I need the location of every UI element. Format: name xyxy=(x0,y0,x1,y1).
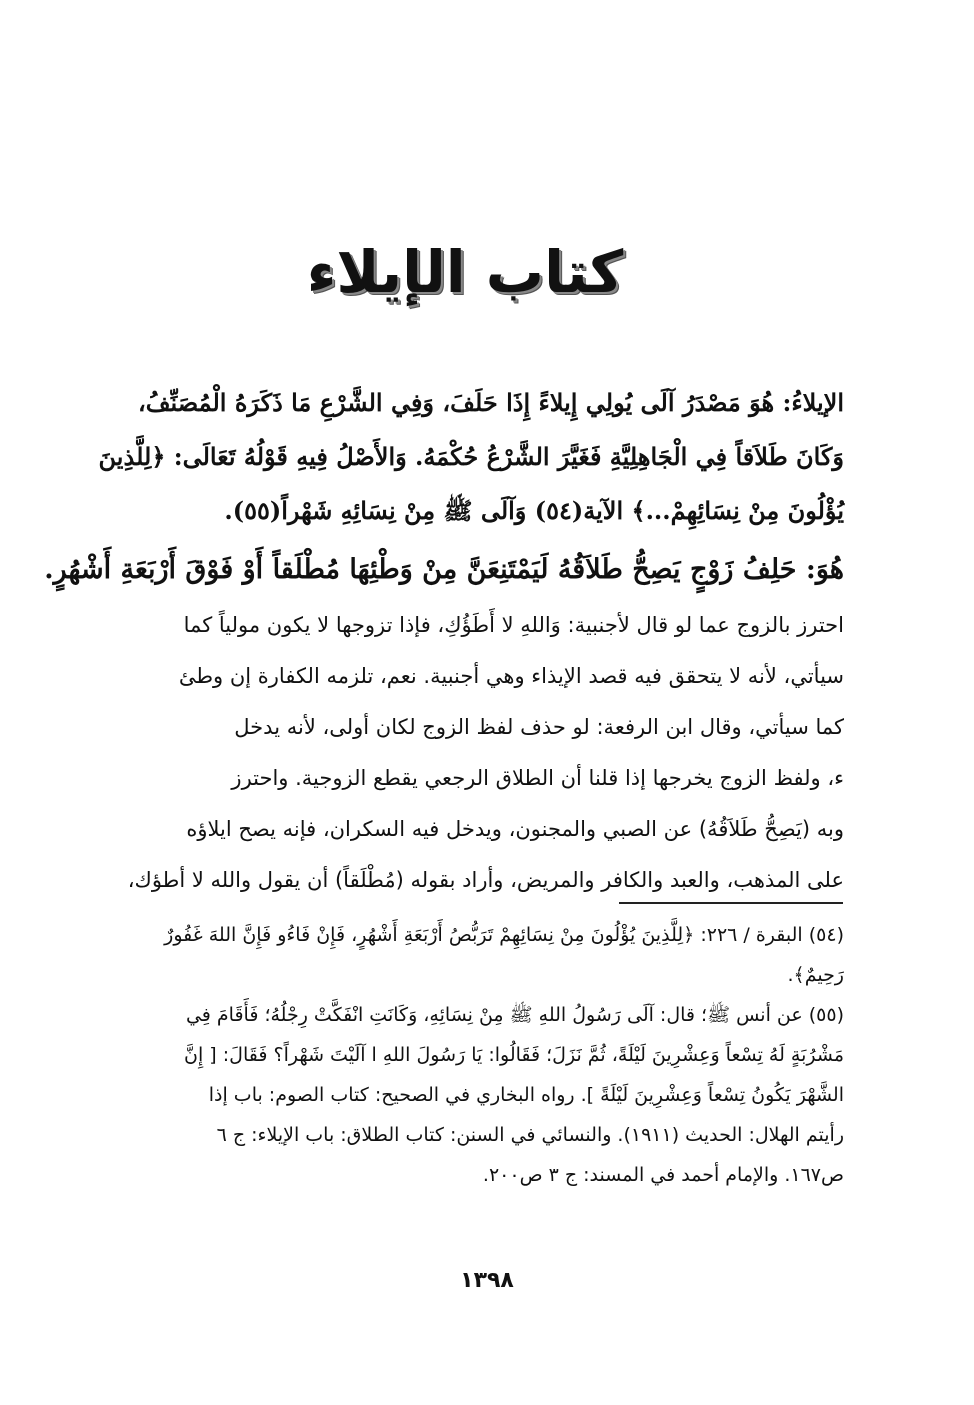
footnotes-section xyxy=(128,915,844,1195)
chapter-title: كتاب الإيلاء xyxy=(306,238,624,306)
footnote-line: ص١٦٧. والإمام أحمد في المسند: ج ٣ ص٢٠٠. xyxy=(482,1164,844,1186)
footnote-divider xyxy=(619,902,843,904)
footnote-line: (٥٤) البقرة / ٢٢٦: ﴿لِلَّذِينَ يُؤْلُونَ مِنْ نِسَائِهِمْ تَرَبُّصُ أَرْبَعَةِ أَشْهُرٍ، فَإِنْ فَاءُو فَإِنَّ اللهَ غَفُورٌ xyxy=(164,924,844,946)
intro-line: وَكَانَ طَلاَقاً فِي الْجَاهِلِيَّةِ فَغَيَّرَ الشَّرْعُ حُكْمَهُ. وَالأَصْلُ فِيهِ قَوْلُهُ تَعَالَى: ﴿لِلَّذِينَ xyxy=(98,442,844,471)
commentary-line: على المذهب، والعبد والكافر والمريض، وأراد بقوله (مُطْلَقاً) أن يقول والله لا أطؤك، xyxy=(127,868,844,892)
intro-line: الإيلاءُ: هُوَ مَصْدَرُ آلَى يُولِي إِيلاءً إِذَا حَلَفَ، وَفِي الشَّرْعِ مَا ذَكَرَهُ الْمُصَنِّفُ، xyxy=(137,388,844,417)
commentary-paragraph xyxy=(128,600,844,906)
definition-text xyxy=(44,550,844,590)
footnote-line: الشَّهْرَ يَكُونُ تِسْعاً وَعِشْرِينَ لَيْلَةً ]. رواه البخاري في الصحيح: كتاب الصوم: باب إذا xyxy=(208,1084,844,1106)
commentary-line: ء، ولفظ الزوج يخرجها إذا قلنا أن الطلاق الرجعي يقطع الزوجية. واحترز xyxy=(231,766,844,790)
footnote-line: رَحِيمٌ﴾. xyxy=(787,964,844,986)
footnote-line: رأيتم الهلال: الحديث (١٩١١). والنسائي في السنن: كتاب الطلاق: باب الإيلاء: ج ٦ xyxy=(216,1124,844,1146)
commentary-line: احترز بالزوج عما لو قال لأجنبية: وَاللهِ لا أَطَؤُكِ، فإذا تزوجها لا يكون مولياً كما xyxy=(183,613,844,637)
footnote-line: (٥٥) عن أنس ﷺ؛ قال: آلَى رَسُولُ اللهِ ﷺ مِنْ نِسَائِهِ، وَكَانَتِ انْفَكَّتْ رِجْلُهُ؛ فَأَقَامَ فِي xyxy=(185,1004,844,1026)
page-number: ١٣٩٨ xyxy=(460,1268,514,1293)
intro-paragraph xyxy=(98,376,844,538)
commentary-line: كما سيأتي، وقال ابن الرفعة: لو حذف لفظ الزوج لكان أولى، لأنه يدخل xyxy=(234,715,844,739)
footnote-line: مَشْرُبَةٍ لَهُ تِسْعاً وَعِشْرِينَ لَيْلَةً، ثُمَّ نَزَلَ؛ فَقَالُوا: يَا رَسُولَ اللهِ ا آلَيْتَ شَهْراً؟ فَقَالَ: [ إِنَّ xyxy=(184,1044,844,1066)
commentary-line: وبه (يَصِحُّ طَلاَقُهُ) عن الصبي والمجنون، ويدخل فيه السكران، فإنه يصح ايلاؤه xyxy=(186,817,844,841)
definition-line: هُوَ: حَلِفُ زَوْجٍ يَصِحُّ طَلاَقُهُ لَيَمْتَنِعَنَّ مِنْ وَطْئِهَا مُطْلَقاً أَوْ فَوْقَ أَرْبَعَةِ أَشْهُرٍ. xyxy=(44,554,844,585)
commentary-line: سيأتي، لأنه لا يتحقق فيه قصد الإيذاء وهي أجنبية. نعم، تلزمه الكفارة إن وطئ xyxy=(178,664,844,688)
intro-line: يُؤْلُونَ مِنْ نِسَائِهِمْ...﴾ الآية(٥٤) وَآلَى ﷺ مِنْ نِسَائِهِ شَهْراً(٥٥). xyxy=(224,496,844,525)
